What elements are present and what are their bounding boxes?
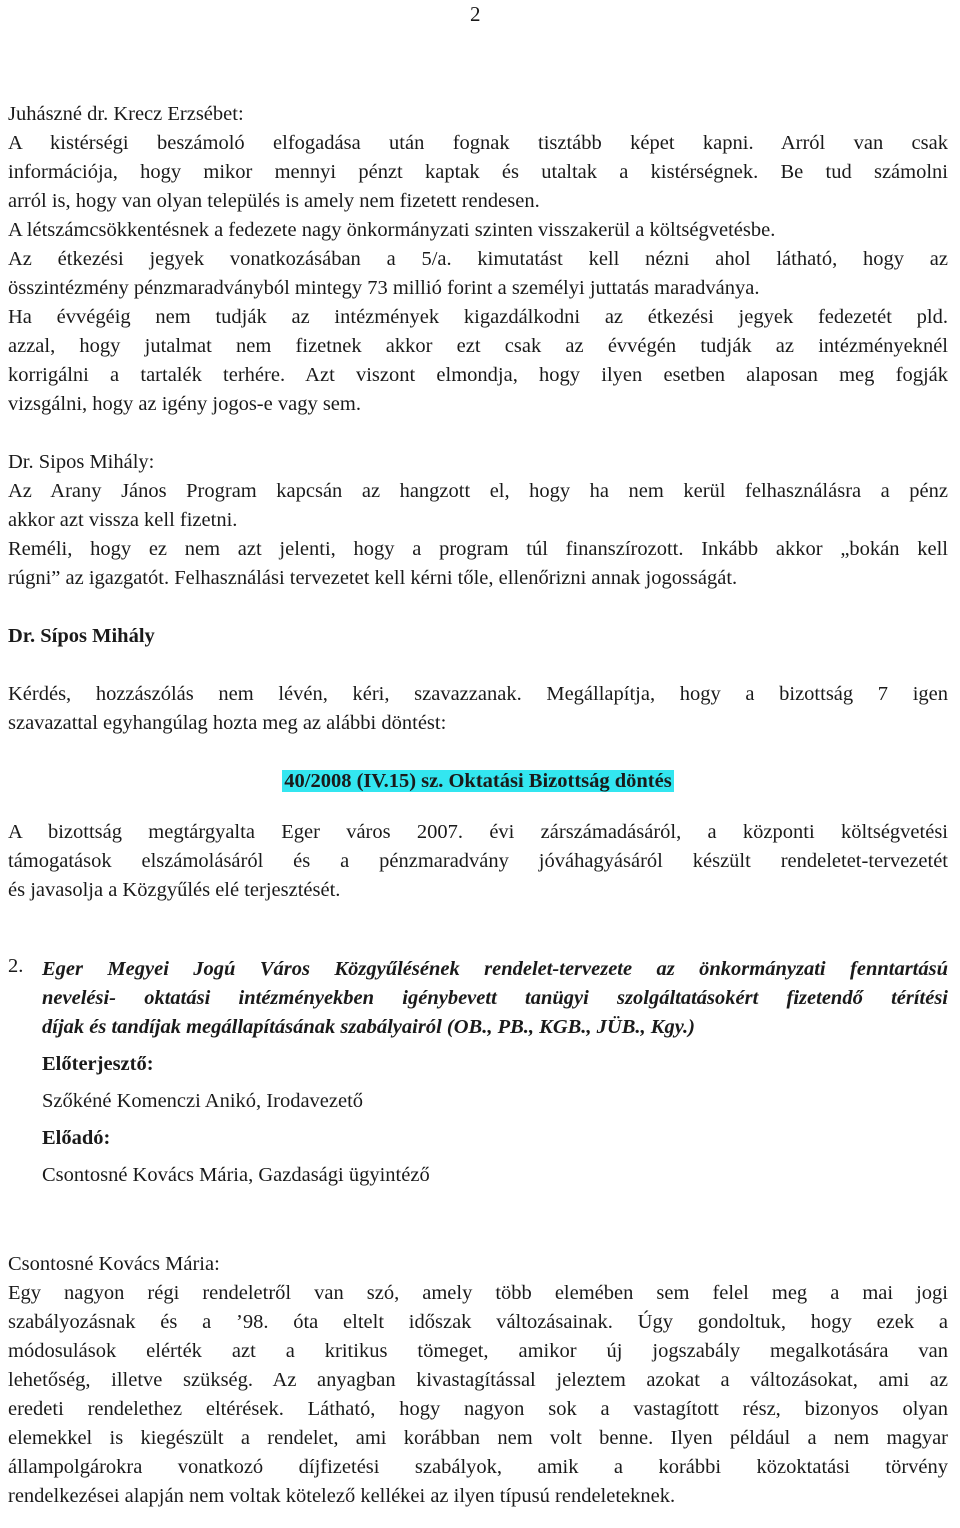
speaker-name: Csontosné Kovács Mária, Gazdasági ügyintéző — [42, 1164, 430, 1186]
text-line: Reméli, hogy ez nem azt jelenti, hogy a program túl finanszírozott. Inkább akkor „bokán kell — [8, 538, 948, 560]
agenda-title-line: Eger Megyei Jogú Város Közgyűlésének rendelet-tervezete az önkormányzati fenntartású — [42, 958, 948, 980]
text-line: Egy nagyon régi rendeletről van szó, amely több elemében sem felel meg a mai jogi — [8, 1282, 948, 1304]
text-line: módosulások elérték azt a kritikus tömeget, amikor új jogszabály megalkotására van — [8, 1340, 948, 1362]
decision-block — [8, 767, 948, 905]
text-line: Az Arany János Program kapcsán az hangzott el, hogy ha nem kerül felhasználásra a pénz — [8, 480, 948, 502]
agenda-item-number: 2. — [8, 955, 24, 977]
presenter-name: Szőkéné Komenczi Anikó, Irodavezető — [42, 1090, 364, 1112]
text-line: szavazattal egyhangúlag hozta meg az alábbi döntést: — [8, 712, 447, 734]
text-line: korrigálni a tartalék terhére. Azt viszont elmondja, hogy ilyen esetben alaposan meg fogják — [8, 364, 948, 386]
text-line: Az étkezési jegyek vonatkozásában a 5/a. kimutatást kell nézni ahol látható, hogy az — [8, 248, 948, 270]
speaker-sipos-block — [8, 448, 948, 593]
chair-name: Dr. Sípos Mihály — [8, 625, 155, 647]
speaker-csontosne-block — [8, 1250, 948, 1511]
chair-block — [8, 622, 948, 738]
text-line: szabályozásnak és a ’98. óta eltelt időszak változásainak. Úgy gondoltuk, hogy ezek a — [8, 1311, 948, 1333]
text-line: állampolgárokra vonatkozó díjfizetési szabályok, amik a korábbi közoktatási törvény — [8, 1456, 948, 1478]
speaker-name: Csontosné Kovács Mária: — [8, 1253, 220, 1275]
text-line: összintézmény pénzmaradványból mintegy 73 millió forint a személyi juttatás maradványa. — [8, 277, 760, 299]
decision-title-row — [8, 767, 948, 796]
page-number: 2 — [470, 2, 481, 26]
speaker-name: Dr. Sipos Mihály: — [8, 451, 155, 473]
speaker-juhaszne-block — [8, 100, 948, 419]
text-line: és javasolja a Közgyűlés elé terjesztését. — [8, 879, 341, 901]
document-body — [8, 100, 948, 1511]
text-line: támogatások elszámolásáról és a pénzmaradvány jóváhagyásáról készült rendeletet-tervezetét — [8, 850, 948, 872]
text-line: akkor azt vissza kell fizetni. — [8, 509, 238, 531]
text-line: lehetőség, illetve szükség. Az anyagban kivastagítással jeleztem azokat a változásokat, ami az — [8, 1369, 948, 1391]
agenda-title-line: nevelési- oktatási intézményekben igénybevett tanügyi szolgáltatásokért fizetendő térítési — [42, 987, 948, 1009]
text-line: arról is, hogy van olyan település is amely nem fizetett rendesen. — [8, 190, 540, 212]
presenter-label: Előterjesztő: — [42, 1053, 154, 1075]
text-line: információja, hogy mikor mennyi pénzt kaptak és utaltak a kistérségnek. Be tud számolni — [8, 161, 948, 183]
agenda-item-2 — [8, 955, 948, 1190]
text-line: elemekkel is kiegészült a rendelet, ami korábban nem volt benne. Ilyen például a nem magyar — [8, 1427, 948, 1449]
text-line: rendelkezései alapján nem voltak kötelező kellékei az ilyen típusú rendeleteknek. — [8, 1485, 676, 1507]
text-line: vizsgálni, hogy az igény jogos-e vagy sem. — [8, 393, 361, 415]
speaker-label: Előadó: — [42, 1127, 111, 1149]
text-line: azzal, hogy jutalmat nem fizetnek akkor ezt csak az évvégén tudják az intézményeknél — [8, 335, 948, 357]
text-line: A bizottság megtárgyalta Eger város 2007. évi zárszámadásáról, a központi költségvetési — [8, 821, 948, 843]
text-line: Kérdés, hozzászólás nem lévén, kéri, szavazzanak. Megállapítja, hogy a bizottság 7 igen — [8, 683, 948, 705]
text-line: eredeti rendelethez eltérések. Látható, hogy nagyon sok a vastagított rész, bizonyos olyan — [8, 1398, 948, 1420]
speaker-name: Juhászné dr. Krecz Erzsébet: — [8, 103, 244, 125]
text-line: Ha évvégéig nem tudják az intézmények kigazdálkodni az étkezési jegyek fedezetét pld. — [8, 306, 948, 328]
text-line: rúgni” az igazgatót. Felhasználási tervezetet kell kérni tőle, ellenőrizni annak jogosságát. — [8, 567, 738, 589]
agenda-title-line: díjak és tandíjak megállapításának szabályairól (OB., PB., KGB., JÜB., Kgy.) — [42, 1016, 695, 1038]
text-line: A létszámcsökkentésnek a fedezete nagy önkormányzati szinten visszakerül a költségvetésbe. — [8, 219, 776, 241]
decision-title: 40/2008 (IV.15) sz. Oktatási Bizottság döntés — [284, 770, 672, 792]
text-line: A kistérségi beszámoló elfogadása után fognak tisztább képet kapni. Arról van csak — [8, 132, 948, 154]
